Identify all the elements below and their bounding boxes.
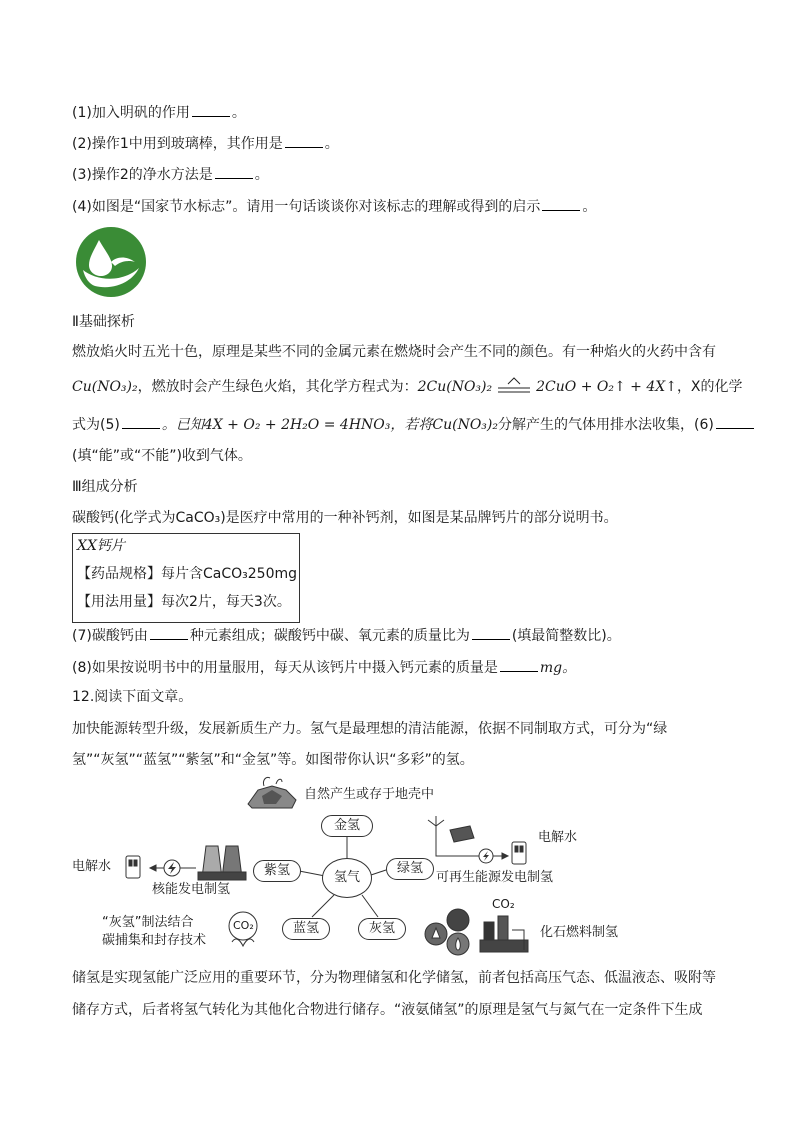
gold-hydrogen-bubble: 金氢 xyxy=(321,815,373,837)
section-2-paragraph-line-2: Cu(NO₃)₂，燃放时会产生绿色火焰，其化学方程式为：2Cu(NO₃)₂ 2CuO + O₂↑ + 4X↑，X的化学 xyxy=(72,376,743,398)
question-7: (7)碳酸钙由 种元素组成；碳酸钙中碳、氧元素的质量比为 (填最简整数比)。 xyxy=(72,625,621,646)
section-2-paragraph-line-4: (填“能”或“不能”)收到气体。 xyxy=(72,448,252,464)
question-1: (1)加入明矾的作用 。 xyxy=(72,102,246,123)
question-12-paragraph-line-2: 氢”“灰氢”“蓝氢”“紫氢”和“金氢”等。如图带你认识“多彩”的氢。 xyxy=(72,752,474,768)
section-3-intro: 碳酸钙(化学式为CaCO₃)是医疗中常用的一种补钙剂，如图是某品牌钙片的部分说明书。 xyxy=(72,510,618,526)
green-hydrogen-bubble: 绿氢 xyxy=(386,858,434,880)
renewable-label: 可再生能源发电制氢 xyxy=(436,870,554,885)
co2-label: CO₂ xyxy=(233,919,254,932)
solar-panel-icon xyxy=(450,826,474,842)
question-3: (3)操作2的净水方法是 。 xyxy=(72,164,269,185)
question-2-text: (2)操作1中用到玻璃棒，其作用是 xyxy=(72,136,283,152)
box-spec: 【药品规格】每片含CaCO₃250mg xyxy=(77,566,298,582)
factory-icon xyxy=(480,916,528,952)
section-2-heading: Ⅱ基础探析 xyxy=(72,314,135,330)
gray-hydrogen-bubble: 灰氢 xyxy=(358,918,406,940)
nuclear-label: 核能发电制氢 xyxy=(152,882,231,897)
gray-note-line-1: “灰氢”制法结合 xyxy=(102,915,194,930)
fossil-fuel-label: 化石燃料制氢 xyxy=(540,925,619,940)
lightning-icon xyxy=(164,860,180,876)
co2-fossil-label: CO₂ xyxy=(492,897,515,911)
purple-hydrogen-bubble: 紫氢 xyxy=(253,860,301,882)
hydrogen-center-bubble: 氢气 xyxy=(322,858,372,898)
lightning-icon xyxy=(479,849,493,863)
box-usage: 【用法用量】每次2片，每天3次。 xyxy=(77,594,291,610)
blue-hydrogen-bubble: 蓝氢 xyxy=(282,918,330,940)
question-12-paragraph-line-1: 加快能源转型升级，发展新质生产力。氢气是最理想的清洁能源，依据不同制取方式，可分为“绿 xyxy=(72,721,668,737)
equation-left: 2Cu(NO₃)₂ xyxy=(417,379,493,395)
section-2-paragraph-line-3: 式为(5) 。已知4X + O₂ + 2H₂O = 4HNO₃，若将Cu(NO₃)₂分解产生的气体用排水法收集，(6) xyxy=(72,414,756,435)
section-3-heading: Ⅲ组成分析 xyxy=(72,479,138,495)
electrolysis-device-icon xyxy=(126,856,140,878)
gray-note-line-2: 碳捕集和封存技术 xyxy=(102,933,207,948)
section-2-paragraph-line-1: 燃放焰火时五光十色，原理是某些不同的金属元素在燃烧时会产生不同的颜色。有一种焰火的火药中含有 xyxy=(72,344,716,360)
fossil-fuel-icon xyxy=(425,909,469,955)
question-3-text: (3)操作2的净水方法是 xyxy=(72,167,213,183)
question-12-paragraph-line-3: 储氢是实现氢能广泛应用的重要环节，分为物理储氢和化学储氢，前者包括高压气态、低温液态、吸附等 xyxy=(72,970,716,986)
electrolysis-right-label: 电解水 xyxy=(538,830,578,845)
copper-nitrate-formula: Cu(NO₃)₂ xyxy=(72,379,138,395)
question-8: (8)如果按说明书中的用量服用，每天从该钙片中摄入钙元素的质量是 mg。 xyxy=(72,657,576,678)
question-4-text: (4)如图是“国家节水标志”。请用一句话谈谈你对该标志的理解或得到的启示 xyxy=(72,199,541,215)
rock-pile-icon xyxy=(248,777,296,808)
question-4: (4)如图是“国家节水标志”。请用一句话谈谈你对该标志的理解或得到的启示 。 xyxy=(72,196,596,217)
wind-turbine-icon xyxy=(428,816,444,838)
equation-right: 2CuO + O₂↑ + 4X↑ xyxy=(536,379,677,395)
box-title: XX钙片 xyxy=(77,538,125,554)
nuclear-plant-icon xyxy=(198,846,246,880)
question-12-title: 12.阅读下面文章。 xyxy=(72,689,193,705)
electrolysis-device-icon xyxy=(512,842,526,864)
question-12-paragraph-line-4: 储存方式，后者将氢气转化为其他化合物进行储存。“液氨储氢”的原理是氢气与氮气在一定条件下生成 xyxy=(72,1002,703,1018)
question-2: (2)操作1中用到玻璃棒，其作用是 。 xyxy=(72,133,339,154)
natural-hydrogen-label: 自然产生或存于地壳中 xyxy=(304,787,435,802)
question-1-text: (1)加入明矾的作用 xyxy=(72,105,190,121)
electrolysis-left-label: 电解水 xyxy=(72,859,112,874)
